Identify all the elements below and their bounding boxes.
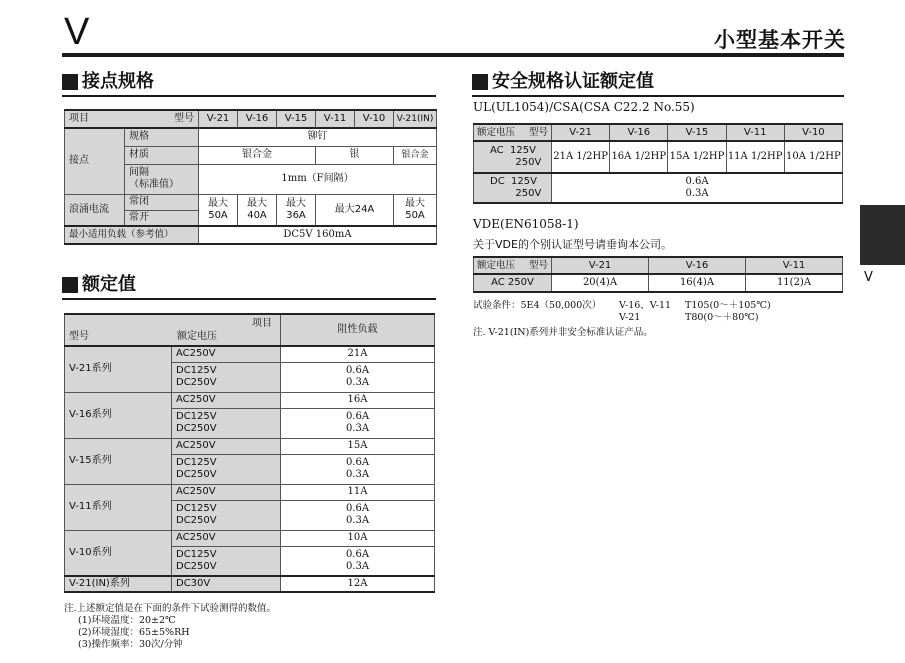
vde-model: V-21 — [552, 257, 649, 274]
ul-model: V-11 — [726, 124, 784, 141]
voltage-cell: AC250V — [172, 392, 281, 408]
vde-table — [473, 256, 843, 293]
voltage-cell: DC125V DC250V — [172, 500, 281, 530]
vde-value: 20(4)A — [552, 274, 649, 292]
ul-model: V-16 — [610, 124, 668, 141]
header-item-model: 项目 型号 — [65, 110, 199, 128]
inrush-value: 最大 50A — [394, 194, 437, 226]
safety-note: 注. V-21(IN)系列并非安全标准认证产品。 — [473, 327, 653, 338]
header-rule — [62, 53, 844, 57]
gap-label: 间隔 （标准值） — [125, 164, 199, 194]
vde-ac-label: AC 250V — [474, 274, 552, 292]
ul-table — [473, 123, 843, 204]
load-value: 0.6A 0.3A — [281, 500, 435, 530]
ul-model: V-21 — [552, 124, 610, 141]
min-load-value: DC5V 160mA — [199, 226, 437, 244]
spec-label: 规格 — [125, 128, 199, 146]
inrush-value: 最大 50A — [199, 194, 238, 226]
section-rule — [62, 298, 436, 300]
material-label: 材质 — [125, 146, 199, 164]
ul-dc-label: DC 125V 250V — [474, 173, 552, 203]
series-label: V-11系列 — [65, 484, 172, 530]
square-bullet-icon — [62, 277, 78, 293]
model-header: V-21 — [199, 110, 238, 128]
inrush-label: 浪涌电流 — [65, 194, 125, 226]
voltage-cell: DC125V DC250V — [172, 362, 281, 392]
vde-title: VDE(EN61058-1) — [473, 217, 579, 231]
vde-desc: 关于VDE的个别认证型号请垂询本公司。 — [473, 238, 672, 251]
load-value: 10A — [281, 530, 435, 546]
no-label: 常开 — [125, 210, 199, 226]
voltage-cell: DC125V DC250V — [172, 454, 281, 484]
model-header: V-16 — [238, 110, 277, 128]
ratings-heading: 额定值 — [62, 273, 462, 297]
ul-title: UL(UL1054)/CSA(CSA C22.2 No.55) — [473, 100, 695, 114]
vde-value: 16(4)A — [649, 274, 746, 292]
min-load-label: 最小适用负载（参考值） — [65, 226, 199, 244]
nc-label: 常闭 — [125, 194, 199, 210]
material-silver: 银 — [316, 146, 394, 164]
voltage-cell: AC250V — [172, 346, 281, 362]
load-value: 12A — [281, 576, 435, 592]
ul-model: V-15 — [668, 124, 726, 141]
side-index-letter: V — [864, 270, 873, 285]
load-value: 15A — [281, 438, 435, 454]
voltage-cell: DC30V — [172, 576, 281, 592]
material-alloy: 银合金 — [199, 146, 316, 164]
load-value: 0.6A 0.3A — [281, 408, 435, 438]
load-value: 16A — [281, 392, 435, 408]
test-conditions: 试验条件：5E4（50,000次） V-16、V-11 T105(0～＋105℃) V-21 T80(0～＋80℃) — [473, 300, 771, 323]
contact-spec-table — [64, 109, 437, 245]
side-index-tab[interactable] — [860, 205, 905, 265]
section-rule — [472, 95, 844, 97]
ul-ac-label: AC 125V 250V — [474, 141, 552, 173]
ratings-notes: 注.上述额定值是在下面的条件下试验测得的数值。 (1)环境温度：20±2℃ (2)环境湿度：65±5%RH (3)操作频率：30次/分钟 — [64, 603, 277, 650]
vde-model: V-16 — [649, 257, 746, 274]
series-label: V-15系列 — [65, 438, 172, 484]
ul-ac-value: 10A 1/2HP — [784, 141, 842, 173]
contact-label: 接点 — [65, 128, 125, 194]
voltage-cell: DC125V DC250V — [172, 546, 281, 576]
ratings-header: 项目 型号 额定电压 — [65, 314, 281, 346]
voltage-cell: DC125V DC250V — [172, 408, 281, 438]
series-label: V-16系列 — [65, 392, 172, 438]
voltage-cell: AC250V — [172, 438, 281, 454]
vde-model: V-11 — [746, 257, 843, 274]
model-header: V-15 — [277, 110, 316, 128]
series-label: V-21(IN)系列 — [65, 576, 172, 592]
model-header: V-21(IN) — [394, 110, 437, 128]
series-label: V-10系列 — [65, 530, 172, 576]
vde-header-voltage-model: 额定电压 型号 — [474, 257, 552, 274]
square-bullet-icon — [472, 74, 488, 90]
page-title: 小型基本开关 — [714, 28, 846, 52]
inrush-value: 最大 36A — [277, 194, 316, 226]
ul-dc-value: 0.6A 0.3A — [552, 173, 843, 203]
load-value: 11A — [281, 484, 435, 500]
contact-spec-heading: 接点规格 — [62, 70, 462, 94]
ul-model: V-10 — [784, 124, 842, 141]
square-bullet-icon — [62, 74, 78, 90]
safety-heading: 安全规格认证额定值 — [472, 70, 872, 94]
vde-value: 11(2)A — [746, 274, 843, 292]
series-label: V-21系列 — [65, 346, 172, 392]
material-alloy-in: 银合金 — [394, 146, 437, 164]
ratings-table — [64, 313, 435, 593]
load-value: 0.6A 0.3A — [281, 362, 435, 392]
ul-ac-value: 21A 1/2HP — [552, 141, 610, 173]
gap-value: 1mm（F间隔） — [199, 164, 437, 194]
load-header: 阻性负载 — [281, 314, 435, 346]
load-value: 0.6A 0.3A — [281, 546, 435, 576]
inrush-value: 最大24A — [316, 194, 394, 226]
section-rule — [62, 95, 436, 97]
inrush-value: 最大 40A — [238, 194, 277, 226]
ul-ac-value: 15A 1/2HP — [668, 141, 726, 173]
load-value: 21A — [281, 346, 435, 362]
model-header: V-11 — [316, 110, 355, 128]
ul-ac-value: 16A 1/2HP — [610, 141, 668, 173]
ul-header-voltage-model: 额定电压 型号 — [474, 124, 552, 141]
load-value: 0.6A 0.3A — [281, 454, 435, 484]
voltage-cell: AC250V — [172, 484, 281, 500]
page-letter: V — [64, 11, 90, 53]
model-header: V-10 — [355, 110, 394, 128]
ul-ac-value: 11A 1/2HP — [726, 141, 784, 173]
voltage-cell: AC250V — [172, 530, 281, 546]
spec-value: 铆钉 — [199, 128, 437, 146]
